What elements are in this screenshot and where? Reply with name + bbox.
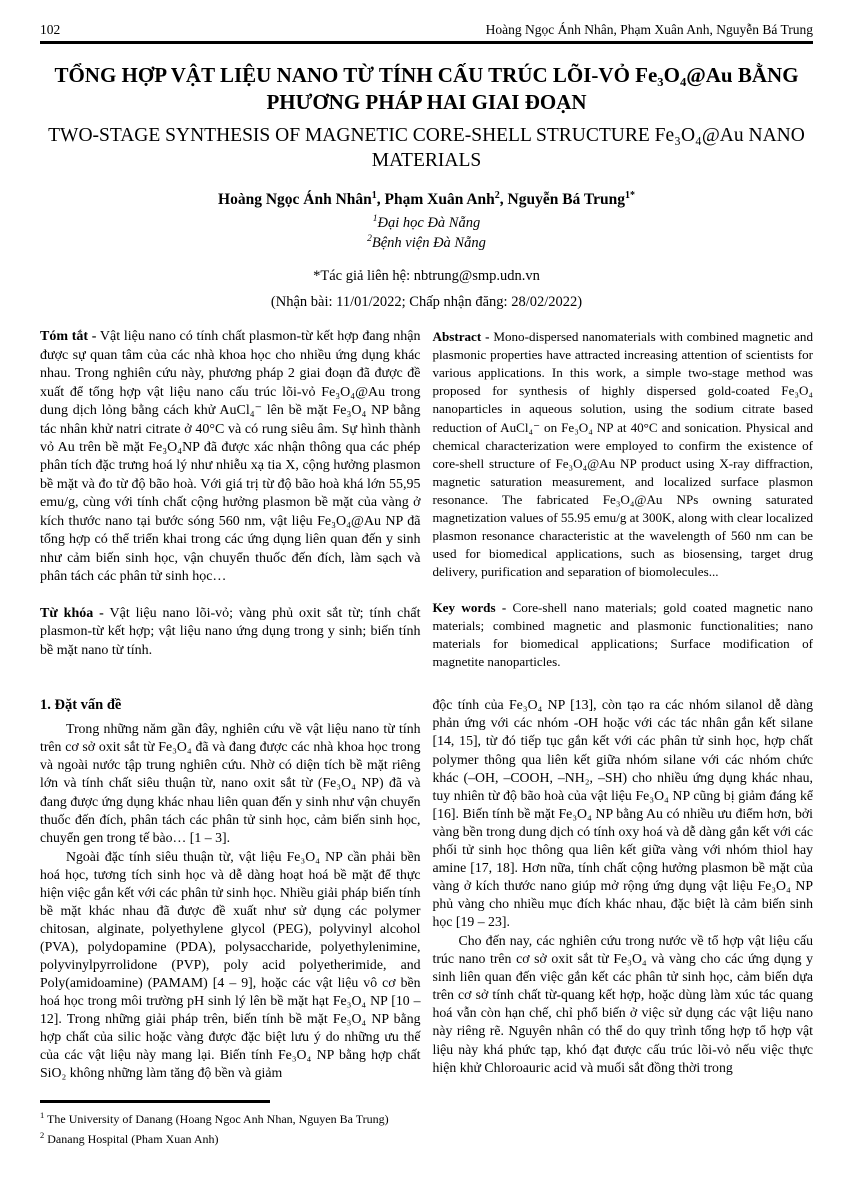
keywords-en-label: Key words - (432, 600, 507, 616)
abstract-column-vi (40, 328, 421, 671)
author-name: Phạm Xuân Anh (384, 191, 495, 209)
author-affiliation-mark: 1 (371, 190, 377, 202)
affiliation-mark: 1 (372, 213, 378, 224)
footnote-text: Danang Hospital (Pham Xuan Anh) (44, 1131, 219, 1146)
abstract-en-label: Abstract - (432, 329, 490, 345)
article-title-en: TWO-STAGE SYNTHESIS OF MAGNETIC CORE-SHELL STRUCTURE Fe₃O₄@Au NANO MATERIALS (48, 124, 805, 172)
keywords-vi-label: Từ khóa - (40, 605, 104, 621)
author-affiliation-mark: 2 (494, 190, 500, 202)
affiliation-text: Bệnh viện Đà Nẵng (371, 234, 486, 251)
footnote-line (40, 1129, 520, 1149)
affiliation-line (40, 213, 813, 233)
author-affiliation-mark: 1* (624, 190, 635, 202)
section-1-right-column (433, 696, 814, 1082)
received-accepted-dates: (Nhận bài: 11/01/2022; Chấp nhận đăng: 28/02/2022) (270, 294, 583, 311)
footnote-text: The University of Danang (Hoang Ngoc Anh Nhan, Nguyen Ba Trung) (44, 1111, 389, 1126)
keywords-vi-text: Vật liệu nano lõi-vỏ; vàng phủ oxit sắt từ; tính chất plasmon-từ kết hợp; vật liệu nano ứng dụng trong y sinh; biến tính bề mặt nano từ tính. (40, 605, 421, 658)
footnotes (40, 1100, 520, 1149)
author-byline (40, 190, 813, 209)
footnote-line (40, 1109, 520, 1129)
article-title-vi: TỔNG HỢP VẬT LIỆU NANO TỪ TÍNH CẤU TRÚC LÕI-VỎ Fe₃O₄@Au BẰNG PHƯƠNG PHÁP HAI GIAI ĐOẠN (54, 63, 799, 114)
running-header (40, 0, 813, 38)
section-1-paragraph: Ngoài đặc tính siêu thuận từ, vật liệu Fe₃O₄ NP cần phải bền hoá học, tương tích sinh học và dễ dàng hoạt hoá bề mặt để thực hiện việc gắn kết với các phân tử sinh học. Nhiều giải pháp biến tính bề mặt khác nhau đã được đề xuất như sử dụng các polymer chitosan, alginate, polyethylene glycol (PEG), polyvinyl alcohol (PVA), polydopamine (PDA), polysaccharide, polyethylenimine, polyvinylpyrrolidone (PVP), poly acid polyetherimide, and Poly(amidoamine) (PAMAM) [4 – 9], hoặc các vật liệu vô cơ bền hoá học trong môi trường pH sinh lý lên bề mặt hạt Fe₃O₄ NP [10 – 12]. Trong những giải pháp trên, biến tính bề mặt Fe₃O₄ NP bằng hợp chất của silic hoặc vàng được đặc biệt lưu ý do những ưu thế của các vật liệu này mang lại. Biến tính Fe₃O₄ NP bằng hợp chất SiO₂ không những làm tăng độ bền và giảm (40, 848, 421, 1081)
affiliation-line (40, 233, 813, 253)
byline-separator: , (376, 191, 385, 209)
affiliation-text: Đại học Đà Nẵng (377, 214, 481, 231)
abstract-en-text: Mono-dispersed nanomaterials with combined magnetic and plasmonic properties have attracted increasing attention of scientists for various applications. In this work, a simple two-stage method was proposed for synthesis of highly dispersed gold-coated Fe₃O₄ nanoparticles in aqueous solution, using the sodium citrate based reduction of AuCl₄⁻ on Fe₃O₄ NP at 40°C and sonication. Physical and chemical characterization were employed to confirm the existence of core-shell structure of Fe₃O₄@Au NP product using X-ray diffraction, magnetic saturation measurement, and localized surface plasmon resonance. The fabricated Fe₃O₄@Au NPs owning saturated magnetization values of 55.95 emu/g at 300K, along with clear localized plasmon resonance characteristic at the wavelength of 560 nm can be used for biomedical applications, such as biosensing, target drug delivery, purification and separation of biomolecules... (432, 329, 813, 579)
corresponding-author-line: *Tác giả liên hệ: nbtrung@smp.udn.vn (313, 268, 540, 285)
running-authors: Hoàng Ngọc Ánh Nhân, Phạm Xuân Anh, Nguyễn Bá Trung (485, 22, 813, 37)
author-name: Hoàng Ngọc Ánh Nhân (218, 191, 372, 209)
keywords-en (433, 599, 814, 671)
page-number: 102 (40, 22, 61, 37)
keywords-en-text: Core-shell nano materials; gold coated magnetic nano materials; combined magnetic and plasmonic functionalities; nano materials for biomedical applications; Surface modification of magnetite nanoparticles. (432, 600, 813, 670)
section-1-left-column (40, 696, 421, 1082)
footnote-mark: 1 (40, 1109, 45, 1120)
section-1-paragraph-continued: độc tính của Fe₃O₄ NP [13], còn tạo ra các nhóm silanol dễ dàng phản ứng với các nhóm -OH hoặc với các tác nhân gắn kết silane [14, 15], từ đó tiếp tục gắn kết với các phân tử sinh học, hợp chất polymer thông qua liên kết giữa nhóm silane với các nhóm chức khác (–OH, –COOH, –NH₂, –SH) cho nhiều ứng dụng khác nhau, tuy nhiên từ độ bão hoà của vật liệu Fe₃O₄ NP cũng bị giảm đáng kể [16]. Biến tính bề mặt Fe₃O₄ NP bằng Au có nhiều ưu điểm hơn, bởi vàng bền trong dung dịch có tính oxy hoá và dễ dàng gắn kết với các phối tử sinh học thông qua liên kết giữa vàng với nhóm thiol hay amine [17, 18]. Hơn nữa, tính chất cộng hưởng plasmon bề mặt của vàng ở kích thước nano giúp mở rộng ứng dụng vật liệu Fe₃O₄ NP phủ vàng cho nhiều mục đích khác nhau, đặc biệt là cảm biến sinh học [19 – 23]. (432, 697, 813, 930)
abstract-vi-label: Tóm tắt - (40, 329, 97, 345)
footnote-rule (40, 1100, 270, 1103)
abstract-column-en (433, 328, 814, 671)
affiliations (40, 213, 813, 254)
abstract-block (40, 328, 813, 671)
section-1-paragraph: Trong những năm gần đây, nghiên cứu về vật liệu nano từ tính trên cơ sở oxit sắt từ Fe₃O₄ đã và đang được các nhà khoa học trong và ngoài nước tập trung nghiên cứu. Nhờ có diện tích bề mặt riêng lớn và tính chất siêu thuận từ, nano oxit sắt từ (Fe₃O₄ NP) đã và đang được ứng dụng khác nhau liên quan đến y sinh như vận chuyển thuốc đến đích, phân tách các phân tử sinh học, cảm biến sinh học, chuyển gen trong tế bào… [1 – 3]. (40, 721, 421, 845)
section-1-heading: 1. Đặt vấn đề (40, 697, 122, 714)
abstract-en (433, 328, 814, 581)
keywords-vi (40, 605, 421, 660)
byline-separator: , (499, 191, 508, 209)
abstract-vi (40, 328, 421, 587)
affiliation-mark: 2 (367, 234, 372, 245)
section-1-paragraph: Cho đến nay, các nghiên cứu trong nước về tổ hợp vật liệu cấu trúc nano trên cơ sở oxit sắt từ Fe₃O₄ và vàng cho các ứng dụng y sinh liên quan đến việc gắn kết các phân tử sinh học, cảm biến dựa trên cơ sở tính chất từ-quang kết hợp, hoặc dùng làm xúc tác quang hoá vẫn còn hạn chế, chỉ phổ biến ở việc sử dụng các vật liệu nano này riêng rẽ. Nguyên nhân có thể do quy trình tổng hợp tổ hợp vật liệu này khá phức tạp, khó đạt được cấu trúc lõi-vỏ nếu việc thực hiện khử Chloroauric acid và muối sắt đồng thời trong (432, 933, 813, 1075)
section-1-body (40, 696, 813, 1082)
author-name: Nguyễn Bá Trung (507, 191, 625, 209)
abstract-vi-text: Vật liệu nano có tính chất plasmon-từ kết hợp đang nhận được sự quan tâm của các nhà khoa học cho nhiều ứng dụng khác nhau. Trong nghiên cứu này, phương pháp 2 giai đoạn đã được đề xuất để tổng hợp vật liệu nano cấu trúc lõi-vỏ Fe₃O₄@Au trong dung dịch lỏng bằng cách khử AuCl₄⁻ lên bề mặt Fe₃O₄ NP bằng tác nhân khử natri citrate ở 40°C và có rung siêu âm. Sự hình thành vỏ Au trên bề mặt Fe₃O₄NP đã được xác nhận thông qua các phép phân tích đặc trưng hoá lý như nhiễu xạ tia X, cộng hưởng plasmon bề mặt và đo từ độ bão hoà. Với giá trị từ độ bão hoà khá lớn 55,95 emu/g, cùng với tính chất cộng hưởng plasmon bề mặt của vàng ở kích thước nano tại bước sóng 560 nm, vật liệu Fe₃O₄@Au NP đã tổng hợp có thể triển khai trong các ứng dụng liên quan đến y sinh như cảm biến sinh học, vận chuyển thuốc đến đích, làm sạch và phân tách các phân tử sinh học… (40, 329, 421, 585)
header-rule (40, 41, 813, 44)
footnote-mark: 2 (40, 1129, 45, 1140)
